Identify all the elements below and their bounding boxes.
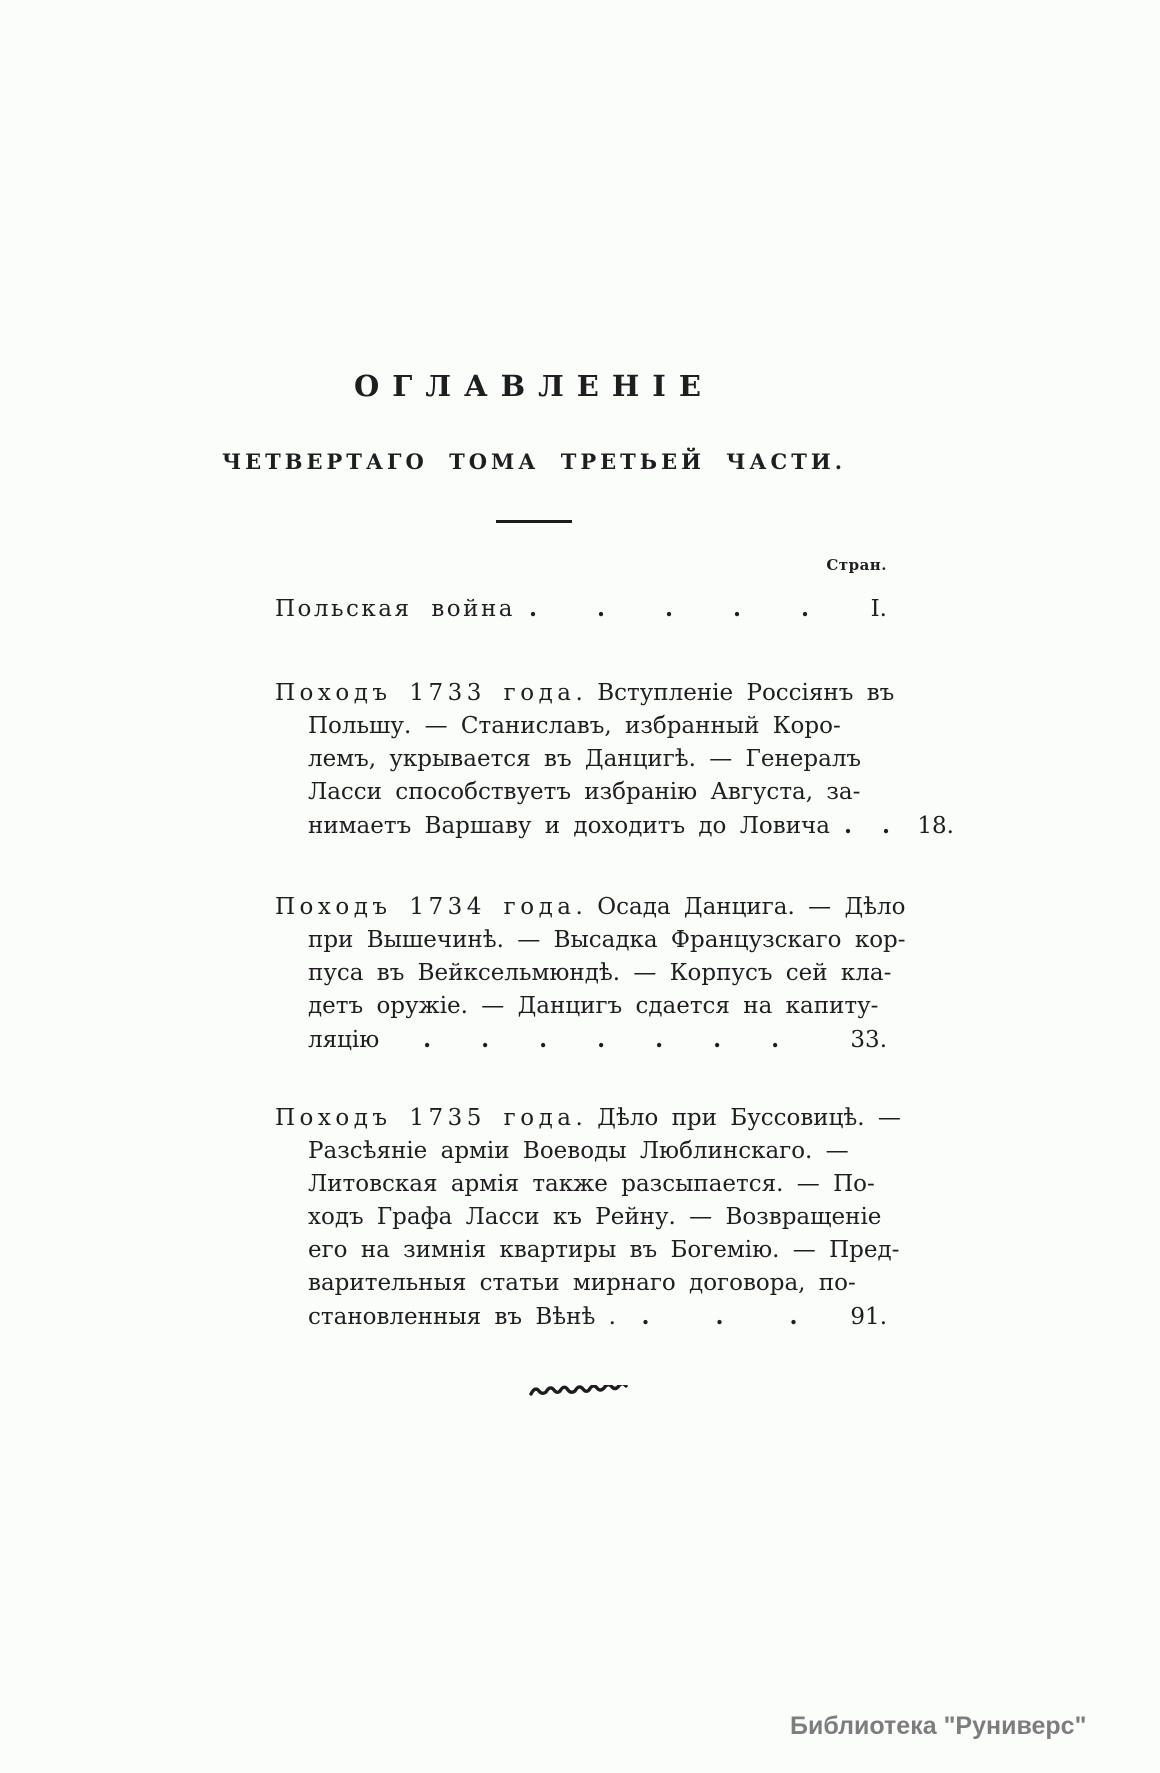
toc-line xyxy=(275,592,887,626)
toc-line: Литовская армія также разсыпается. — По- xyxy=(308,1171,875,1197)
toc-entry-pokhod-1735 xyxy=(275,1102,901,1334)
entry-text: Дѣло при Буссовицѣ. — xyxy=(597,1105,901,1131)
toc-line xyxy=(275,809,954,843)
entry-page-number: 18. xyxy=(917,813,954,839)
toc-line: его на зимнія квартиры въ Богемію. — Пред- xyxy=(308,1237,900,1263)
entry-leadin: Походъ 1733 года. xyxy=(275,680,588,706)
toc-line xyxy=(275,1102,901,1135)
toc-entry-polskaya-voyna xyxy=(275,592,887,626)
entry-page-number: 91. xyxy=(850,1304,887,1330)
page-head xyxy=(0,369,1160,523)
entry-leadin: Походъ 1734 года. xyxy=(275,894,588,920)
toc-content xyxy=(275,555,954,1411)
dot-leader: . . . . . xyxy=(528,595,810,622)
toc-line: лемъ, укрывается въ Данцигѣ. — Генералъ xyxy=(308,746,862,772)
toc-line xyxy=(275,891,906,924)
toc-line: варительныя статьи мирнаго договора, по- xyxy=(308,1270,856,1296)
entry-page-number: I. xyxy=(870,596,887,622)
dot-leader: . . xyxy=(843,812,890,839)
toc-line xyxy=(275,677,895,710)
toc-line xyxy=(275,1023,887,1057)
entry-text: Осада Данцига. — Дѣло xyxy=(597,894,906,920)
page-number-column-header: Стран. xyxy=(826,556,887,574)
entry-text: ляцію xyxy=(308,1027,380,1053)
toc-line: Польшу. — Станиславъ, избранный Коро- xyxy=(308,713,841,739)
entry-leadin: Походъ 1735 года. xyxy=(275,1105,588,1131)
dot-leader: . . . . . . . xyxy=(423,1026,780,1053)
entry-text: Вступленіе Россіянъ въ xyxy=(597,680,895,706)
toc-line: детъ оружіе. — Данцигъ сдается на капиту- xyxy=(308,993,879,1019)
toc-line: Разсѣяніе арміи Воеводы Люблинскаго. — xyxy=(308,1138,849,1164)
toc-line: пуса въ Вейксельмюндѣ. — Корпусъ сей кла- xyxy=(308,960,892,986)
toc-entry-pokhod-1733 xyxy=(275,677,954,843)
entry-text: нимаетъ Варшаву и доходитъ до Ловича xyxy=(308,813,830,839)
toc-line: при Вышечинѣ. — Высадка Французскаго кор- xyxy=(308,927,906,953)
toc-line: Ласси способствуетъ избранію Августа, за- xyxy=(308,779,861,805)
page-subtitle: ЧЕТВЕРТАГО ТОМА ТРЕТЬЕЙ ЧАСТИ. xyxy=(221,449,847,474)
toc-entry-pokhod-1734 xyxy=(275,891,906,1057)
library-watermark: Библиотека "Руниверс" xyxy=(790,1712,1087,1740)
toc-line: ходъ Графа Ласси къ Рейну. — Возвращеніе xyxy=(308,1204,882,1230)
divider-rule xyxy=(496,520,572,523)
entry-text: становленныя въ Вѣнѣ . xyxy=(308,1304,616,1330)
entry-title: Польская война xyxy=(275,596,515,622)
dot-leader: . . . xyxy=(641,1303,798,1330)
page-title: ОГЛАВЛЕНІЕ xyxy=(354,369,714,403)
tailpiece-container xyxy=(275,1378,887,1411)
entry-page-number: 33. xyxy=(850,1027,887,1053)
tailpiece-ornament-icon xyxy=(529,1385,633,1401)
toc-line xyxy=(275,1300,887,1334)
